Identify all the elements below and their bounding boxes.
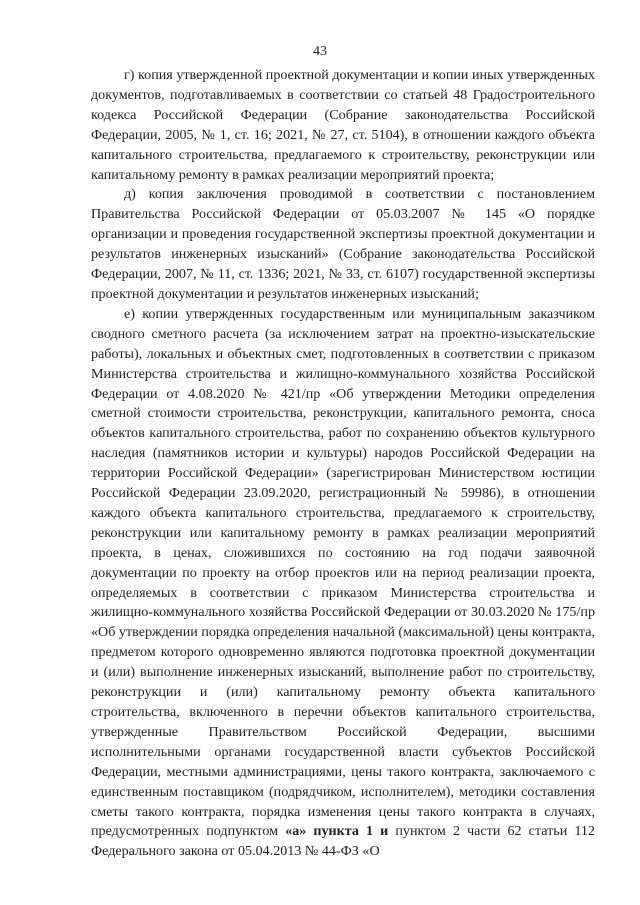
paragraph-e [91, 305, 595, 862]
document-body [91, 66, 595, 862]
paragraph-d: д) копия заключения проводимой в соответствии с постановлением Правительства Российской Федерации от 05.03.2007 № 145 «О порядке организации и проведения государственной экспертизы проектной документации и результатов инженерных изысканий» (Собрание законодательства Российской Федерации, 2007, № 11, ст. 1336; 2021, № 33, ст. 6107) государственной экспертизы проектной документации и результатов инженерных изысканий; [91, 186, 595, 302]
paragraph-e-bold-fragment: «а» пункта 1 и [285, 823, 389, 840]
paragraph-e-text-after: пунктом 2 части 62 статьи 112 Федерального закона от 05.04.2013 № 44-ФЗ «О [91, 823, 595, 860]
paragraph-g: г) копия утвержденной проектной документации и копии иных утвержденных документов, подготавливаемых в соответствии со статьей 48 Градостроительного кодекса Российской Федерации (Собрание законодательства Российской Федерации, 2005, № 1, ст. 16; 2021, № 27, ст. 5104), в отношении каждого объекта капитального строительства, предлагаемого к строительству, реконструкции или капитальному ремонту в рамках реализации мероприятий проекта; [91, 67, 595, 183]
page-number: 43 [313, 44, 327, 59]
paragraph-e-text-before: е) копии утвержденных государственным или муниципальным заказчиком сводного сметного расчета (за исключением затрат на проектно-изыскательские работы), локальных и объектных смет, подготовленных в соответствии с приказом Министерства строительства и жилищно-коммунального хозяйства Российской Федерации от 4.08.2020 № 421/пр «Об утверждении Методики определения сметной стоимости строительства, реконструкции, капитального ремонта, сноса объектов капитального строительства, работ по сохранению объектов культурного наследия (памятников истории и культуры) народов Российской Федерации на территории Российской Федерации» (зарегистрирован Министерством юстиции Российской Федерации 23.09.2020, регистрационный № 59986), в отношении каждого объекта капитального строительства, предлагаемого к строительству, реконструкции или капитальному ремонту в рамках реализации мероприятий проекта, в ценах, сложившихся по состоянию на год подачи заявочной документации по проекту на отбор проектов или на период реализации проекта, определяемых в соответствии с приказом Министерства строительства и жилищно-коммунального хозяйства Российской Федерации от 30.03.2020 № 175/пр «Об утверждении порядка определения начальной (максимальной) цены контракта, предметом которого одновременно являются подготовка проектной документации и (или) выполнение инженерных изысканий, выполнение работ по строительству, реконструкции и (или) капитальному ремонту объекта капитального строительства, включенного в перечни объектов капитального строительства, утвержденные Правительством Российской Федерации, высшими исполнительными органами государственной власти субъектов Российской Федерации, местными администрациями, цены такого контракта, заключаемого с единственным поставщиком (подрядчиком, исполнителем), методики составления сметы такого контракта, порядка изменения цены такого контракта в случаях, предусмотренных подпунктом [91, 305, 595, 840]
